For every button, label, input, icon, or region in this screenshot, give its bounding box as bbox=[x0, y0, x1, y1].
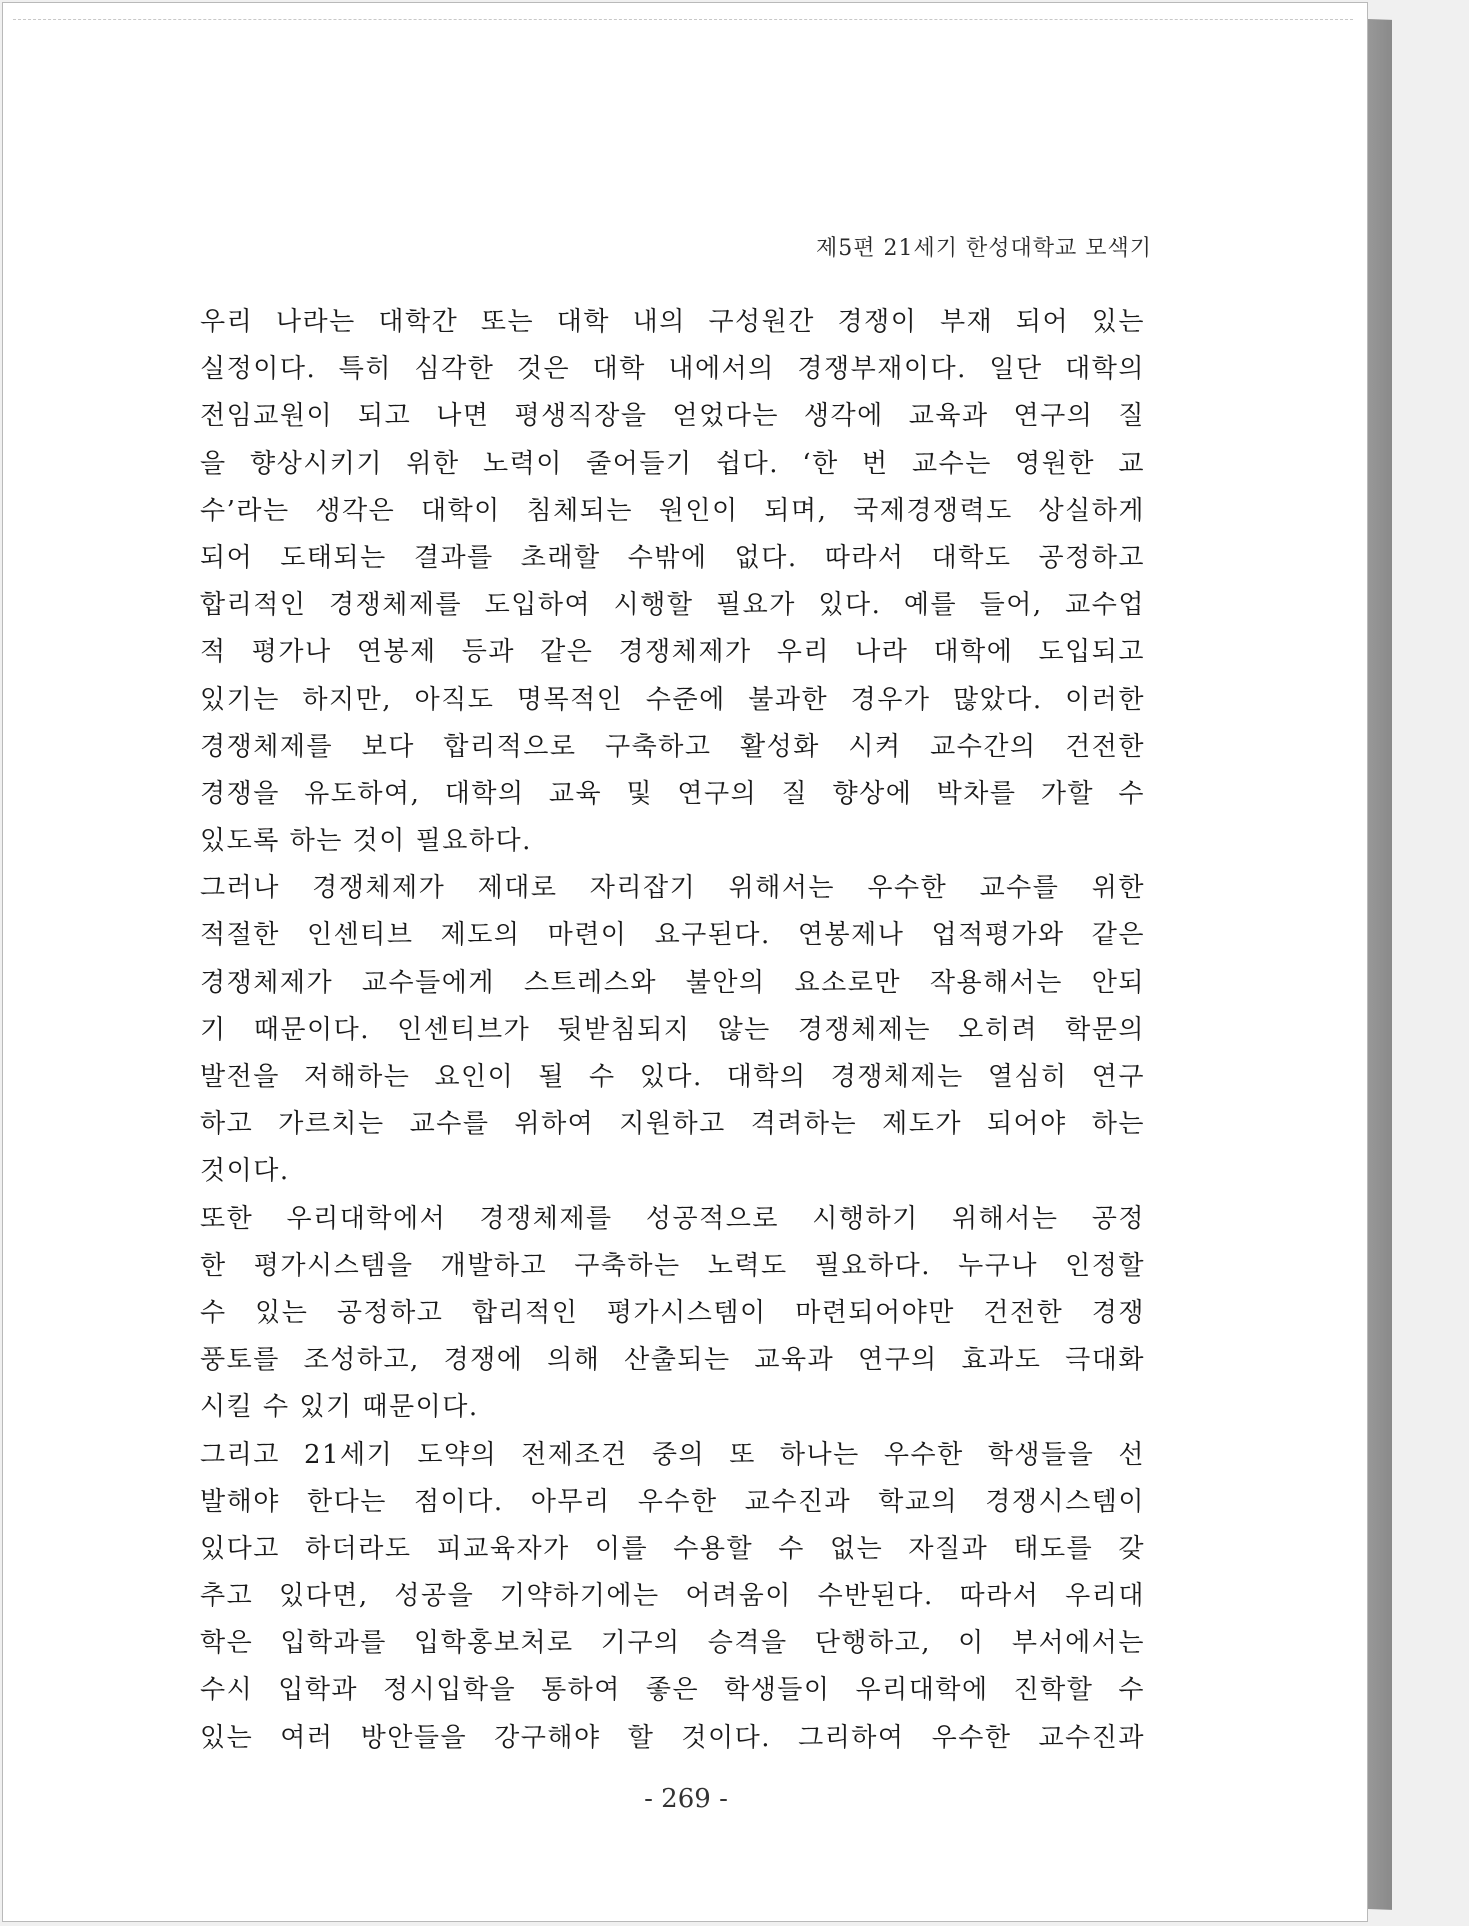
text-line: 또한 우리대학에서 경쟁체제를 성공적으로 시행하기 위해서는 공정 bbox=[200, 1203, 1145, 1234]
text-line: 풍토를 조성하고, 경쟁에 의해 산출되는 교육과 연구의 효과도 극대화 bbox=[200, 1345, 1145, 1376]
page-number: - 269 - bbox=[644, 1784, 728, 1814]
text-line: 경쟁체제가 교수들에게 스트레스와 불안의 요소로만 작용해서는 안되 bbox=[200, 967, 1145, 998]
text-line: 수’라는 생각은 대학이 침체되는 원인이 되며, 국제경쟁력도 상실하게 bbox=[200, 495, 1145, 526]
text-line: 실정이다. 특히 심각한 것은 대학 내에서의 경쟁부재이다. 일단 대학의 bbox=[200, 354, 1145, 385]
text-line: 있기는 하지만, 아직도 명목적인 수준에 불과한 경우가 많았다. 이러한 bbox=[200, 684, 1145, 715]
body-text bbox=[200, 299, 1145, 1762]
text-line: 경쟁을 유도하여, 대학의 교육 및 연구의 질 향상에 박차를 가할 수 bbox=[200, 778, 1145, 809]
text-line: 그리고 21세기 도약의 전제조건 중의 또 하나는 우수한 학생들을 선 bbox=[200, 1439, 1145, 1470]
text-line: 합리적인 경쟁체제를 도입하여 시행할 필요가 있다. 예를 들어, 교수업 bbox=[200, 590, 1145, 621]
text-line: 하고 가르치는 교수를 위하여 지원하고 격려하는 제도가 되어야 하는 bbox=[200, 1109, 1145, 1140]
text-line: 발전을 저해하는 요인이 될 수 있다. 대학의 경쟁체제는 열심히 연구 bbox=[200, 1062, 1145, 1092]
scan-edge-line bbox=[13, 19, 1353, 20]
text-line: 수 있는 공정하고 합리적인 평가시스템이 마련되어야만 건전한 경쟁 bbox=[200, 1297, 1145, 1328]
text-line: 한 평가시스템을 개발하고 구축하는 노력도 필요하다. 누구나 인정할 bbox=[200, 1250, 1145, 1281]
document-page bbox=[2, 2, 1368, 1922]
text-line: 되어 도태되는 결과를 초래할 수밖에 없다. 따라서 대학도 공정하고 bbox=[200, 542, 1145, 573]
text-line: 학은 입학과를 입학홍보처로 기구의 승격을 단행하고, 이 부서에서는 bbox=[200, 1628, 1145, 1659]
running-header: 제5편 21세기 한성대학교 모색기 bbox=[816, 236, 1152, 261]
text-line: 발해야 한다는 점이다. 아무리 우수한 교수진과 학교의 경쟁시스템이 bbox=[200, 1486, 1145, 1517]
text-line: 것이다. bbox=[200, 1156, 290, 1187]
text-line: 있다고 하더라도 피교육자가 이를 수용할 수 없는 자질과 태도를 갖 bbox=[200, 1533, 1145, 1564]
text-line: 적절한 인센티브 제도의 마련이 요구된다. 연봉제나 업적평가와 같은 bbox=[200, 920, 1145, 951]
text-line: 전임교원이 되고 나면 평생직장을 얻었다는 생각에 교육과 연구의 질 bbox=[200, 401, 1145, 432]
text-line: 있는 여러 방안들을 강구해야 할 것이다. 그리하여 우수한 교수진과 bbox=[200, 1722, 1145, 1753]
text-line: 수시 입학과 정시입학을 통하여 좋은 학생들이 우리대학에 진학할 수 bbox=[200, 1675, 1145, 1706]
text-line: 적 평가나 연봉제 등과 같은 경쟁체제가 우리 나라 대학에 도입되고 bbox=[200, 637, 1145, 668]
text-line: 기 때문이다. 인센티브가 뒷받침되지 않는 경쟁체제는 오히려 학문의 bbox=[200, 1014, 1145, 1045]
text-line: 추고 있다면, 성공을 기약하기에는 어려움이 수반된다. 따라서 우리대 bbox=[200, 1581, 1145, 1612]
text-line: 있도록 하는 것이 필요하다. bbox=[200, 826, 532, 857]
text-line: 그러나 경쟁체제가 제대로 자리잡기 위해서는 우수한 교수를 위한 bbox=[200, 873, 1145, 904]
text-line: 경쟁체제를 보다 합리적으로 구축하고 활성화 시켜 교수간의 건전한 bbox=[200, 731, 1145, 762]
text-line: 시킬 수 있기 때문이다. bbox=[200, 1392, 479, 1423]
text-line: 을 향상시키기 위한 노력이 줄어들기 쉽다. ‘한 번 교수는 영원한 교 bbox=[200, 448, 1145, 479]
text-line: 우리 나라는 대학간 또는 대학 내의 구성원간 경쟁이 부재 되어 있는 bbox=[200, 307, 1145, 337]
